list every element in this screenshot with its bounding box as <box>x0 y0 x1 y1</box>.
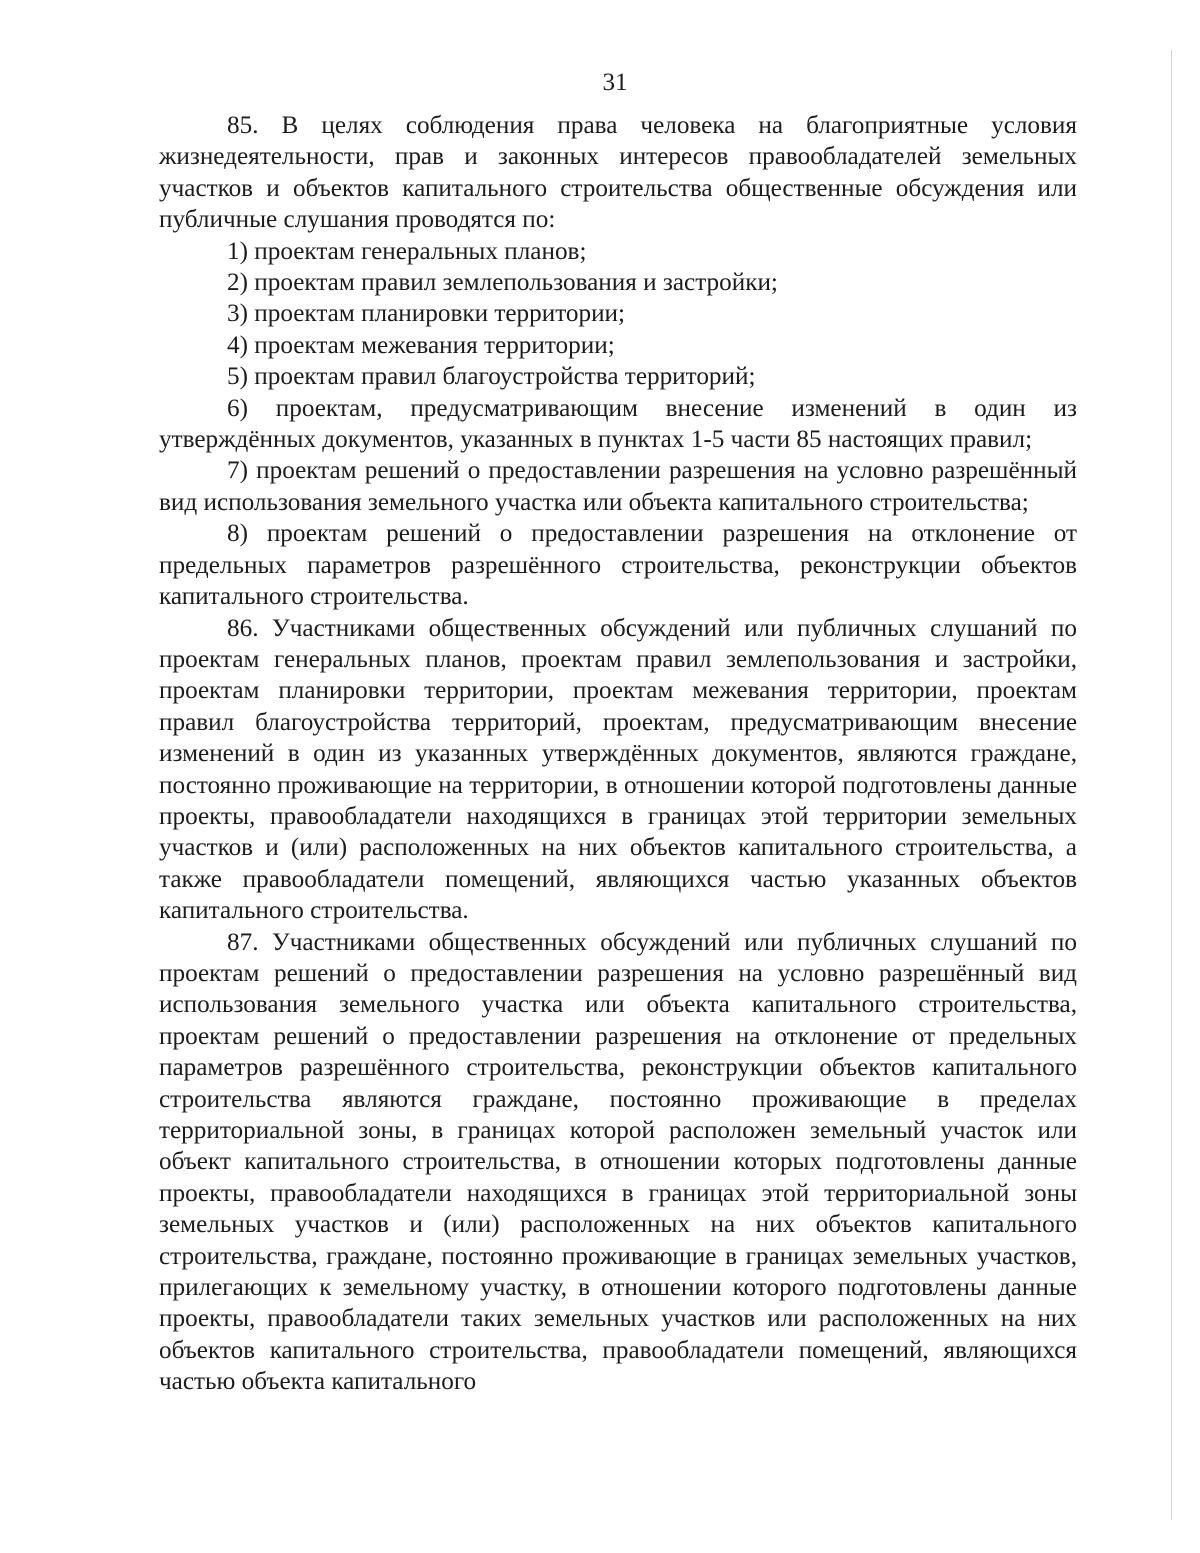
list-item-2: 2) проектам правил землепользования и застройки; <box>227 269 778 297</box>
list-item-6: 6) проектам, предусматривающим внесение изменений в один из утверждённых документов, указанных в пунктах 1-5 части 85 настоящих правил; <box>159 394 1077 454</box>
list-item-8: 8) проектам решений о предоставлении разрешения на отклонение от предельных параметров разрешённого строительства, реконструкции объектов капитального строительства. <box>159 520 1077 611</box>
list-item-1: 1) проектам генеральных планов; <box>227 237 587 265</box>
list-item-4: 4) проектам межевания территории; <box>227 331 615 359</box>
page-number: 31 <box>602 69 628 96</box>
paragraph-86: 86. Участниками общественных обсуждений или публичных слушаний по проектам генеральных планов, проектам правил землепользования и застройки, проектам планировки территории, проектам межевания территории, проектам правил благоустройства территорий, проектам, предусматривающим внесение изменений в один из указанных утверждённых документов, являются граждане, постоянно проживающие на территории, в отношении которой подготовлены данные проекты, правообладатели находящихся в границах этой территории земельных участков и (или) расположенных на них объектов капитального строительства, а также правообладатели помещений, являющихся частью указанных объектов капитального строительства. <box>159 614 1077 925</box>
scan-edge-line <box>1171 50 1172 1520</box>
list-item-7: 7) проектам решений о предоставлении разрешения на условно разрешённый вид использования земельного участка или объекта капитального строительства; <box>159 457 1077 516</box>
list-item-5: 5) проектам правил благоустройства территорий; <box>227 363 756 391</box>
paragraph-87: 87. Участниками общественных обсуждений или публичных слушаний по проектам решений о предоставлении разрешения на условно разрешённый вид использования земельного участка или объекта капитального строительства, проектам решений о предоставлении разрешения на отклонение от предельных параметров разрешённого строительства, реконструкции объектов капитального строительства являются граждане, постоянно проживающие в пределах территориальной зоны, в границах которой расположен земельный участок или объект капитального строительства, в отношении которых подготовлены данные проекты, правообладатели находящихся в границах этой территориальной зоны земельных участков и (или) расположенных на них объектов капитального строительства, граждане, постоянно проживающие в границах земельных участков, прилегающих к земельному участку, в отношении которого подготовлены данные проекты, правообладатели таких земельных участков или расположенных на них объектов капитального строительства, правообладатели помещений, являющихся частью объекта капитального <box>159 928 1077 1396</box>
paragraph-85-intro: 85. В целях соблюдения права человека на благоприятные условия жизнедеятельности, прав и законных интересов правообладателей земельных участков и объектов капитального строительства общественные обсуждения или публичные слушания проводятся по: <box>159 112 1077 234</box>
document-body <box>159 110 1077 1398</box>
list-item-3: 3) проектам планировки территории; <box>227 300 626 328</box>
